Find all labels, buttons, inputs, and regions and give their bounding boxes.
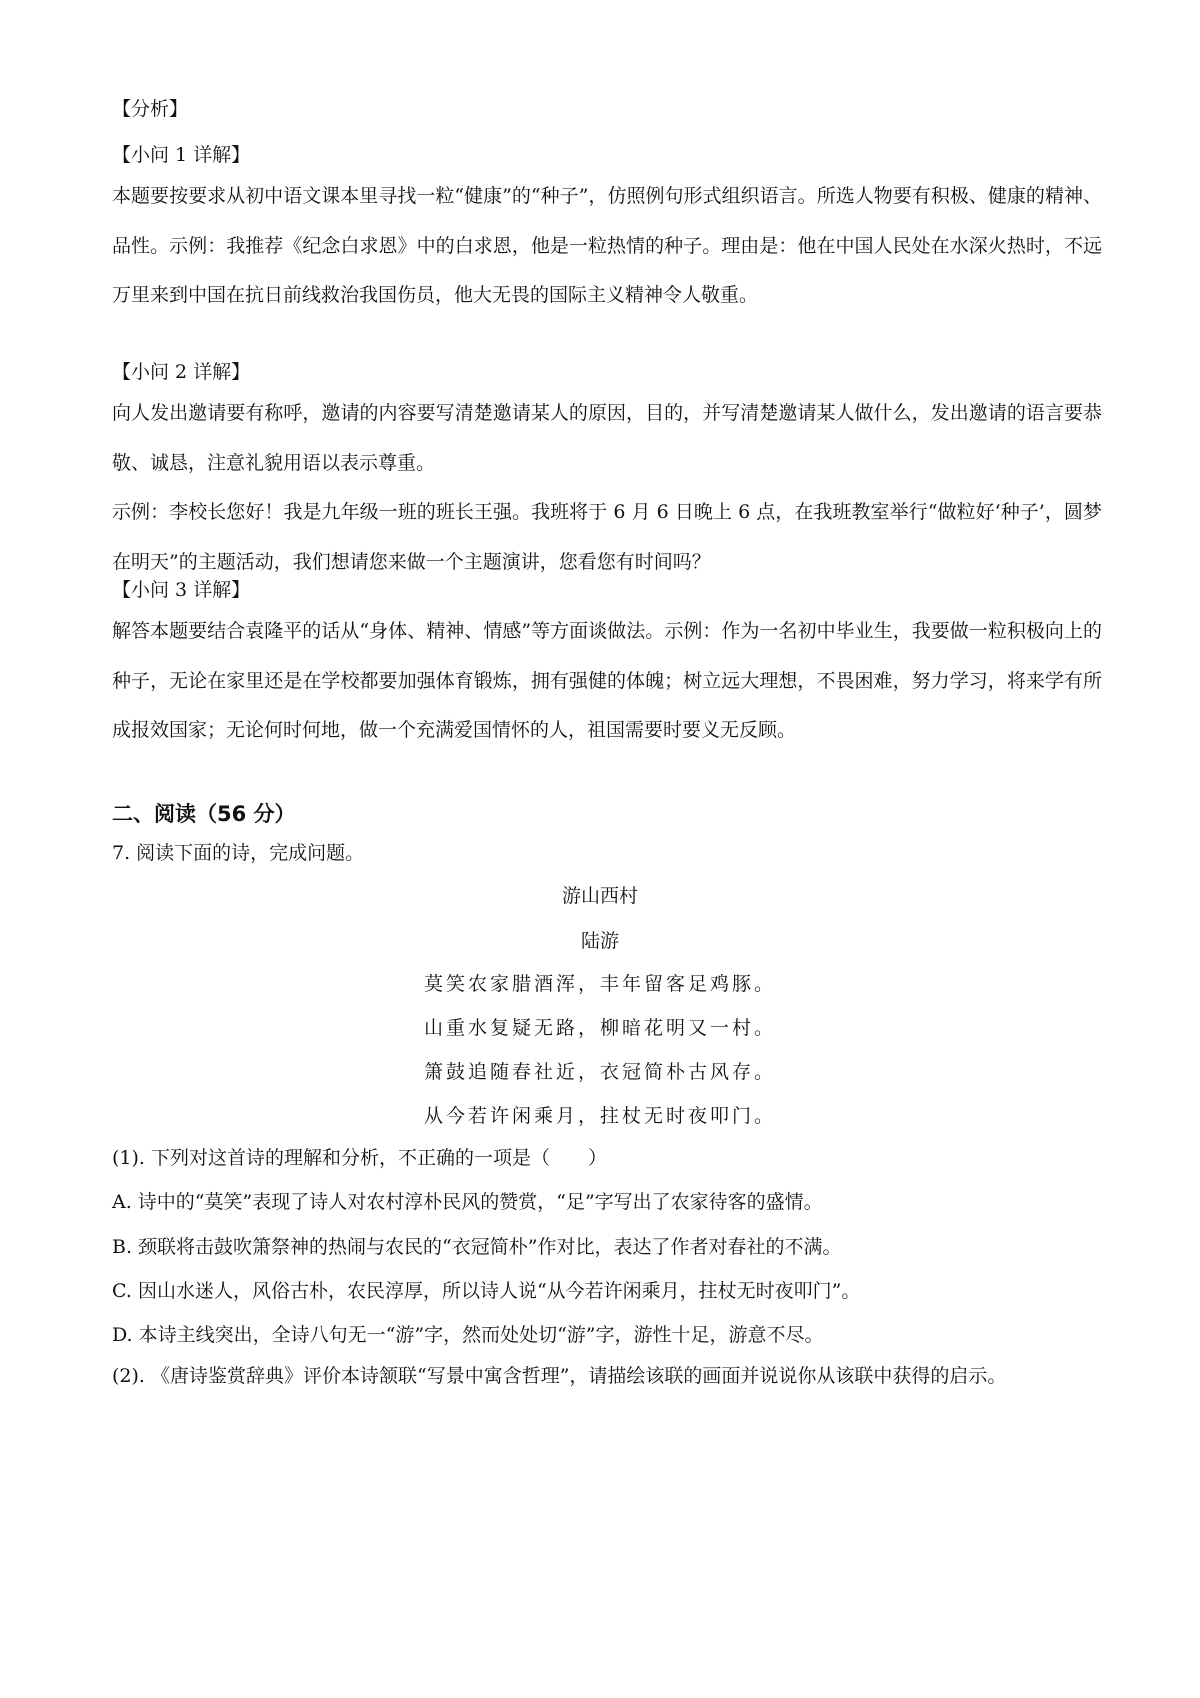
q2-example: 示例：李校长您好！我是九年级一班的班长王强。我班将于 6 月 6 日晚上 6 点，在我班教室举行“做粒好‘种子’，圆梦在明天”的主题活动，我们想请您来做一个主题演讲，您看您有时间吗？ xyxy=(112,501,1102,573)
option-c: C. 因山水迷人，风俗古朴，农民淳厚，所以诗人说“从今若许闲乘月，拄杖无时夜叩门”。 xyxy=(112,1280,861,1302)
sub1-stem: (1). 下列对这首诗的理解和分析，不正确的一项是（ ） xyxy=(112,1147,607,1169)
q2-label: 【小问 2 详解】 xyxy=(112,361,251,383)
poem-line: 箫鼓追随春社近，衣冠简朴古风存。 xyxy=(423,1061,776,1083)
q2-text: 向人发出邀请要有称呼，邀请的内容要写清楚邀请某人的原因，目的，并写清楚邀请某人做什么，发出邀请的语言要恭敬、诚恳，注意礼貌用语以表示尊重。 xyxy=(112,402,1102,474)
poem-line: 山重水复疑无路，柳暗花明又一村。 xyxy=(423,1017,776,1039)
q3-text: 解答本题要结合袁隆平的话从“身体、精神、情感”等方面谈做法。示例：作为一名初中毕业生，我要做一粒积极向上的种子，无论在家里还是在学校都要加强体育锻炼，拥有强健的体魄；树立远大理想，不畏困难，努力学习，将来学有所成报效国家；无论何时何地，做一个充满爱国情怀的人，祖国需要时要义无反顾。 xyxy=(112,620,1102,741)
poem-author: 陆游 xyxy=(580,930,619,952)
option-d: D. 本诗主线突出，全诗八句无一“游”字，然而处处切“游”字，游性十足，游意不尽。 xyxy=(112,1324,824,1346)
poem-title: 游山西村 xyxy=(561,885,638,907)
q3-label: 【小问 3 详解】 xyxy=(112,579,251,601)
poem-line: 从今若许闲乘月，拄杖无时夜叩门。 xyxy=(423,1105,776,1127)
section-heading: 二、阅读（56 分） xyxy=(112,802,296,826)
question7-intro: 7. 阅读下面的诗，完成问题。 xyxy=(112,842,365,864)
analysis-label: 【分析】 xyxy=(112,98,189,120)
poem-line: 莫笑农家腊酒浑，丰年留客足鸡豚。 xyxy=(423,973,776,995)
q1-text: 本题要按要求从初中语文课本里寻找一粒“健康”的“种子”，仿照例句形式组织语言。所选人物要有积极、健康的精神、品性。示例：我推荐《纪念白求恩》中的白求恩，他是一粒热情的种子。理由是：他在中国人民处在水深火热时，不远万里来到中国在抗日前线救治我国伤员，他大无畏的国际主义精神令人敬重。 xyxy=(112,185,1102,306)
q1-label: 【小问 1 详解】 xyxy=(112,144,251,166)
option-a: A. 诗中的“莫笑”表现了诗人对农村淳朴民风的赞赏，“足”字写出了农家待客的盛情。 xyxy=(112,1191,823,1213)
sub2-stem: (2). 《唐诗鉴赏辞典》评价本诗颔联“写景中寓含哲理”，请描绘该联的画面并说说你从该联中获得的启示。 xyxy=(112,1365,1007,1387)
option-b: B. 颈联将击鼓吹箫祭神的热闹与农民的“衣冠简朴”作对比，表达了作者对春社的不满。 xyxy=(112,1236,842,1258)
